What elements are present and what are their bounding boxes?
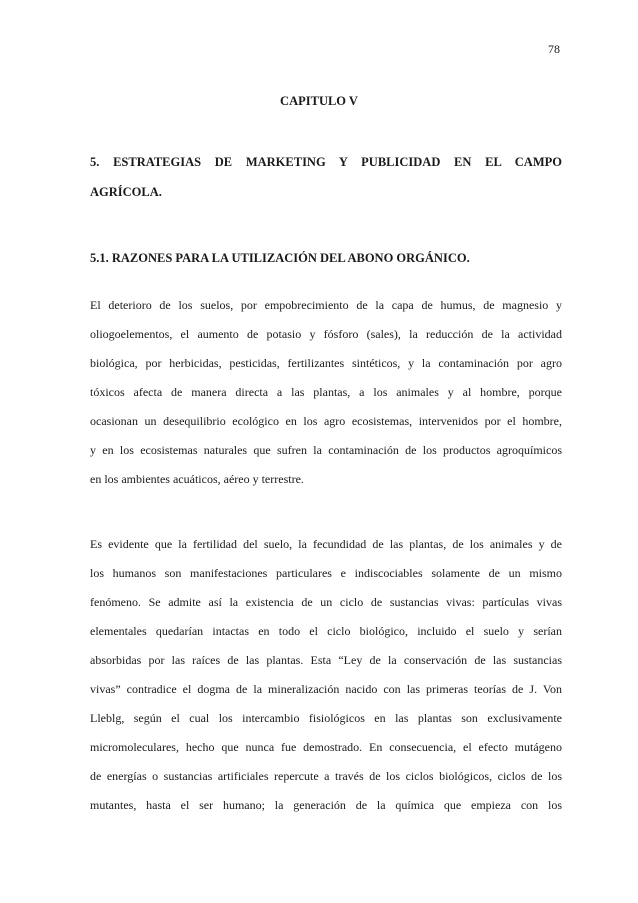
paragraph-1 xyxy=(90,291,562,494)
paragraph-line: Es evidente que la fertilidad del suelo, la fecundidad de las plantas, de los animales y de xyxy=(90,537,562,551)
paragraph-line: tóxicos afecta de manera directa a las plantas, a los animales y al hombre, porque xyxy=(90,385,562,399)
paragraph-line: de energías o sustancias artificiales repercute a través de los ciclos biológicos, ciclos de los xyxy=(90,769,562,783)
section-5-heading-line-2: AGRÍCOLA. xyxy=(90,185,162,199)
section-5-1-heading xyxy=(90,243,562,273)
paragraph-line: micromoleculares, hecho que nunca fue demostrado. En consecuencia, el efecto mutágeno xyxy=(90,740,562,754)
paragraph-line: Lleblg, según el cual los intercambio fisiológicos en las plantas son exclusivamente xyxy=(90,711,562,725)
section-5-1-heading-text: 5.1. RAZONES PARA LA UTILIZACIÓN DEL ABONO ORGÁNICO. xyxy=(90,251,470,265)
paragraph-line: fenómeno. Se admite así la existencia de un ciclo de sustancias vivas: partículas vivas xyxy=(90,595,562,609)
paragraph-line: biológica, por herbicidas, pesticidas, fertilizantes sintéticos, y la contaminación por agro xyxy=(90,356,562,370)
paragraph-line: los humanos son manifestaciones particulares e indiscociables solamente de un mismo xyxy=(90,566,562,580)
paragraph-2 xyxy=(90,530,562,820)
paragraph-line: ocasionan un desequilibrio ecológico en los agro ecosistemas, intervenidos por el hombre, xyxy=(90,414,562,428)
page-number: 78 xyxy=(548,42,560,56)
paragraph-line: mutantes, hasta el ser humano; la generación de la química que empieza con los xyxy=(90,798,562,812)
paragraph-line: elementales quedarían intactas en todo el ciclo biológico, incluido el suelo y serían xyxy=(90,624,562,638)
section-5-heading-line-1: 5. ESTRATEGIAS DE MARKETING Y PUBLICIDAD EN EL CAMPO xyxy=(90,155,562,169)
paragraph-line: oliogoelementos, el aumento de potasio y fósforo (sales), la reducción de la actividad xyxy=(90,327,562,341)
paragraph-line: El deterioro de los suelos, por empobrecimiento de la capa de humus, de magnesio y xyxy=(90,298,562,312)
paragraph-line: y en los ecosistemas naturales que sufren la contaminación de los productos agroquímicos xyxy=(90,443,562,457)
paragraph-line: vivas” contradice el dogma de la mineralización nacido con las primeras teorías de J. Von xyxy=(90,682,562,696)
chapter-title: CAPITULO V xyxy=(280,94,358,108)
section-5-heading xyxy=(90,147,562,207)
paragraph-line: en los ambientes acuáticos, aéreo y terrestre. xyxy=(90,472,304,486)
paragraph-line: absorbidas por las raíces de las plantas. Esta “Ley de la conservación de las sustancias xyxy=(90,653,562,667)
